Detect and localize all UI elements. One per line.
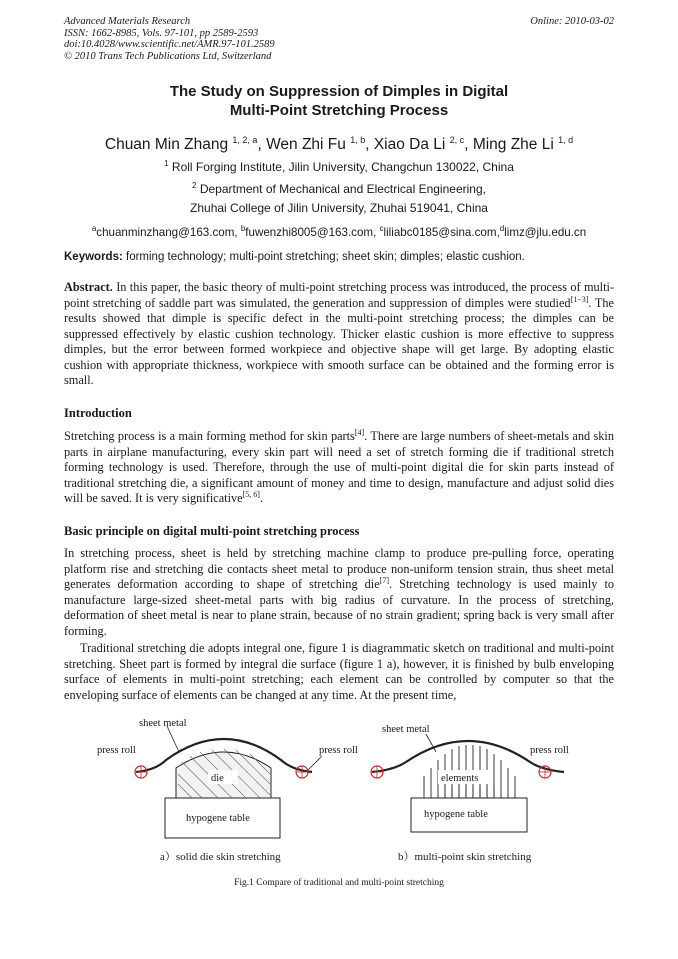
email-link[interactable]: fuwenzhi8005@163.com <box>245 225 374 239</box>
citation[interactable]: [4] <box>354 427 365 437</box>
introduction-heading: Introduction <box>64 406 132 420</box>
paper-title <box>64 82 614 120</box>
citation[interactable]: [1−3] <box>570 294 589 304</box>
email-link[interactable]: liliabc0185@sina.com <box>383 225 497 239</box>
figure-1a-sublabel: a）solid die skin stretching <box>160 851 281 863</box>
affil-text: Department of Mechanical and Electrical Engineering, <box>199 182 486 196</box>
figure-1 <box>64 712 614 897</box>
leader-line <box>308 756 322 770</box>
author-affil-sup: 1, b <box>350 135 366 145</box>
journal-issn: ISSN: 1662-8985, Vols. 97-101, pp 2589-2593 <box>64 27 259 39</box>
intro-text: Stretching process is a main forming method for skin parts <box>64 429 355 443</box>
title-line-1: The Study on Suppression of Dimples in Digital <box>169 83 509 100</box>
label-press-roll: press roll <box>319 745 358 756</box>
intro-text: . There are large numbers of sheet-metals and skin parts in airplane manufacturing, every skin part will need a set of stretch forming die if traditional stretch forming technology is used. Therefore, through the use of multi-point digital die for skin parts instead of traditional stretching die, a significant amount of money and time to design, manufacture and adjust solid dies will be saved. It is very significative <box>64 429 614 505</box>
label-press-roll: press roll <box>97 745 136 756</box>
affiliation-1 <box>64 157 614 174</box>
abstract-text: . The results showed that dimple is specific defect in the multi-point stretching process; the dimples can be suppressed effectively by elastic cushion technology. Thicker elastic cushion is more effective to suppress dimples, but the error between formed workpiece and objective shape will get large. By adopting elastic cushion with appropriate thickness, workpiece with smooth surface can be obtained and the forming error is small. <box>64 295 614 387</box>
email-link[interactable]: chuanminzhang@163.com <box>96 225 235 239</box>
introduction-paragraph <box>64 429 614 507</box>
element-pins-lower <box>445 786 494 798</box>
email-sup: b <box>240 224 246 233</box>
keywords-text: forming technology; multi-point stretching; sheet skin; dimples; elastic cushion. <box>126 251 525 263</box>
email-link[interactable]: limz@jlu.edu.cn <box>504 225 587 239</box>
label-press-roll: press roll <box>530 745 569 756</box>
author-affil-sup: 1, 2, a <box>232 135 258 145</box>
figure-1-caption: Fig.1 Compare of traditional and multi-point stretching <box>234 878 444 888</box>
abstract-label: Abstract. <box>64 280 113 294</box>
label-sheet-metal: sheet metal <box>139 718 187 729</box>
author-name: Chuan Min Zhang <box>104 136 229 154</box>
basic-principle-paragraph-2: Traditional stretching die adopts integral one, figure 1 is diagrammatic sketch on traditional and multi-point stretching. Sheet part is formed by integral die surface (figure 1 a), however, it is finished by bulb enveloping surface of elements in multi-point stretching; each element can be controlled by computer so that the enveloping surface of elements can be changed at any time. At the present time, <box>64 641 614 702</box>
leader-line <box>167 726 179 752</box>
label-sheet-metal: sheet metal <box>382 724 430 735</box>
keywords-label: Keywords: <box>64 251 123 263</box>
email-sup: d <box>499 224 505 233</box>
principle-text: . Stretching technology is used mainly to manufacture large-sized sheet-metal parts with big radius of curvature. In the process of stretching, deformation of sheet metal is near to plane strain, because of no strain gradient; spring back is very small after forming. <box>64 577 615 638</box>
intro-text: . <box>259 491 264 505</box>
author-name: Ming Zhe Li <box>472 136 554 154</box>
journal-copyright: © 2010 Trans Tech Publications Ltd, Switzerland <box>64 50 272 62</box>
author-affil-sup: 2, c <box>449 135 465 145</box>
email-sup: a <box>91 224 97 233</box>
label-elements: elements <box>441 773 479 784</box>
affil-sup: 1 <box>164 159 169 168</box>
citation[interactable]: [7] <box>379 575 389 585</box>
figure-1b <box>371 724 569 832</box>
label-hypogene-table: hypogene table <box>424 809 488 820</box>
citation[interactable]: [5, 6] <box>242 489 260 499</box>
affiliation-2-line-2: Zhuhai College of Jilin University, Zhuhai 519041, China <box>190 201 488 215</box>
author-name: Xiao Da Li <box>373 136 446 154</box>
journal-name: Advanced Materials Research <box>64 16 191 27</box>
affiliation-2 <box>64 179 614 196</box>
label-die: die <box>211 773 224 784</box>
author-name: Wen Zhi Fu <box>266 136 346 154</box>
keywords <box>64 250 624 264</box>
title-line-2: Multi-Point Stretching Process <box>229 102 449 119</box>
journal-doi: doi:10.4028/www.scientific.net/AMR.97-101.2589 <box>64 39 275 50</box>
author-affil-sup: 1, d <box>558 135 574 145</box>
figure-1b-sublabel: b）multi-point skin stretching <box>398 851 532 863</box>
label-hypogene-table: hypogene table <box>186 813 250 824</box>
basic-principle-paragraph-1 <box>64 546 614 639</box>
author-emails: $^a$chuanminzhang@163.com, $^b$fuwenzhi8005@163.com, $^c$liliabc0185@sina.com,$^d$limz@jlu.edu.cn <box>91 224 587 239</box>
online-date: Online: 2010-03-02 <box>530 16 614 27</box>
affil-sup: 2 <box>192 181 197 190</box>
author-list: Chuan Min Zhang $^{1, 2, a}$, Wen Zhi Fu $^{1, b}$, Xiao Da Li $^{2, c}$, Ming Zhe Li $^{1, d}$ <box>104 135 574 154</box>
abstract-text: In this paper, the basic theory of multi-point stretching process was introduced, the process of multi-point stretching of saddle part was simulated, the generation and suppression of dimples were studied <box>64 280 615 310</box>
email-sup: c <box>379 224 384 233</box>
basic-principle-heading: Basic principle on digital multi-point stretching process <box>64 524 360 538</box>
abstract <box>64 280 614 389</box>
journal-header <box>64 16 275 62</box>
principle-text: In stretching process, sheet is held by stretching machine clamp to produce pre-pulling force, operating platform rise and stretching die contacts sheet metal to produce non-uniform tension strain, thus sheet metal generates deformation according to shape of stretching die <box>64 546 614 591</box>
figure-1a <box>97 718 358 838</box>
affil-text: Roll Forging Institute, Jilin University, Changchun 130022, China <box>171 160 514 174</box>
